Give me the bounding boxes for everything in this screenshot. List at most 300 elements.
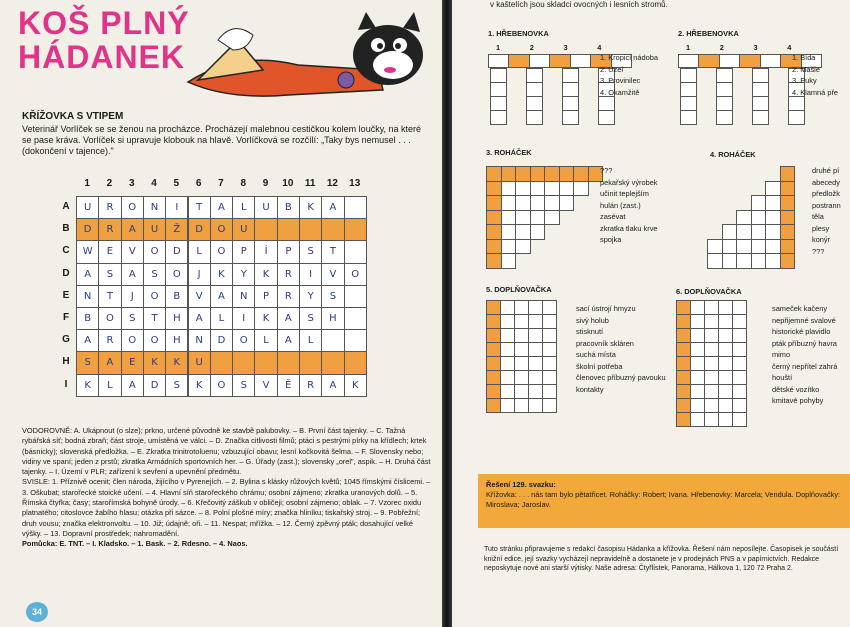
crossword-cell[interactable]: O (143, 285, 166, 308)
puzzle-cell[interactable] (718, 370, 733, 385)
puzzle-cell[interactable] (500, 384, 515, 399)
puzzle-cell[interactable] (678, 54, 699, 68)
puzzle-cell[interactable] (542, 300, 557, 315)
puzzle-cell[interactable] (490, 82, 507, 97)
puzzle-cell[interactable] (486, 239, 502, 255)
crossword-cell[interactable]: O (210, 240, 233, 263)
puzzle-cell[interactable] (529, 54, 550, 68)
puzzle-cell[interactable] (501, 253, 517, 269)
crossword-cell[interactable]: A (76, 329, 99, 352)
puzzle-cell[interactable] (676, 384, 691, 399)
puzzle-cell[interactable] (704, 342, 719, 357)
crossword-cell[interactable]: K (76, 374, 99, 397)
puzzle-cell[interactable] (732, 314, 747, 329)
puzzle-cell[interactable] (736, 210, 752, 226)
puzzle-cell[interactable] (690, 384, 705, 399)
puzzle-cell[interactable] (549, 54, 570, 68)
crossword-cell[interactable]: N (76, 285, 99, 308)
puzzle-cell[interactable] (486, 370, 501, 385)
crossword-cell[interactable]: J (188, 263, 211, 286)
crossword-cell[interactable] (321, 351, 344, 374)
puzzle-cell[interactable] (765, 210, 781, 226)
crossword-cell[interactable]: O (98, 307, 121, 330)
puzzle-cell[interactable] (716, 96, 733, 111)
puzzle-cell[interactable] (486, 356, 501, 371)
puzzle-cell[interactable] (676, 412, 691, 427)
puzzle-cell[interactable] (752, 110, 769, 125)
crossword-cell[interactable]: A (121, 263, 144, 286)
puzzle-cell[interactable] (690, 342, 705, 357)
puzzle-cell[interactable] (676, 370, 691, 385)
puzzle-cell[interactable] (501, 224, 517, 240)
crossword-cell[interactable]: S (98, 263, 121, 286)
crossword-cell[interactable]: H (165, 329, 188, 352)
crossword-cell[interactable]: K (165, 351, 188, 374)
puzzle-cell[interactable] (544, 166, 560, 182)
puzzle-cell[interactable] (486, 253, 502, 269)
puzzle-cell[interactable] (500, 370, 515, 385)
crossword-cell[interactable] (277, 218, 300, 241)
puzzle-cell[interactable] (515, 239, 531, 255)
puzzle-cell[interactable] (526, 68, 543, 83)
puzzle-cell[interactable] (515, 195, 531, 211)
puzzle-cell[interactable] (718, 300, 733, 315)
puzzle-cell[interactable] (562, 96, 579, 111)
puzzle-cell[interactable] (486, 384, 501, 399)
puzzle-cell[interactable] (542, 328, 557, 343)
puzzle-cell[interactable] (680, 96, 697, 111)
puzzle-cell[interactable] (500, 356, 515, 371)
crossword-cell[interactable]: A (76, 263, 99, 286)
puzzle-cell[interactable] (501, 210, 517, 226)
crossword-cell[interactable]: H (321, 307, 344, 330)
puzzle-cell[interactable] (780, 224, 796, 240)
crossword-cell[interactable]: O (210, 218, 233, 241)
crossword-cell[interactable]: N (188, 329, 211, 352)
crossword-cell[interactable]: E (98, 240, 121, 263)
puzzle-cell[interactable] (559, 195, 575, 211)
puzzle-cell[interactable] (732, 384, 747, 399)
puzzle-cell[interactable] (562, 68, 579, 83)
puzzle-cell[interactable] (718, 412, 733, 427)
puzzle-cell[interactable] (486, 314, 501, 329)
crossword-cell[interactable]: I (232, 307, 255, 330)
crossword-cell[interactable]: E (121, 351, 144, 374)
crossword-cell[interactable]: S (143, 263, 166, 286)
crossword-cell[interactable]: A (277, 329, 300, 352)
crossword-cell[interactable]: D (165, 240, 188, 263)
puzzle-cell[interactable] (486, 328, 501, 343)
puzzle-cell[interactable] (486, 300, 501, 315)
crossword-cell[interactable]: A (121, 374, 144, 397)
crossword-cell[interactable]: P (232, 240, 255, 263)
puzzle-cell[interactable] (542, 314, 557, 329)
puzzle-cell[interactable] (704, 398, 719, 413)
puzzle-cell[interactable] (530, 195, 546, 211)
crossword-cell[interactable]: K (254, 307, 277, 330)
crossword-cell[interactable]: D (210, 329, 233, 352)
crossword-cell[interactable]: L (232, 196, 255, 219)
puzzle-cell[interactable] (765, 181, 781, 197)
crossword-cell[interactable]: U (76, 196, 99, 219)
puzzle-cell[interactable] (542, 398, 557, 413)
puzzle-cell[interactable] (490, 68, 507, 83)
crossword-cell[interactable]: K (254, 263, 277, 286)
puzzle-cell[interactable] (514, 398, 529, 413)
crossword-cell[interactable] (344, 218, 367, 241)
puzzle-cell[interactable] (751, 195, 767, 211)
puzzle-cell[interactable] (751, 253, 767, 269)
puzzle-cell[interactable] (528, 342, 543, 357)
crossword-cell[interactable]: R (299, 374, 322, 397)
crossword-cell[interactable]: S (321, 285, 344, 308)
crossword-cell[interactable] (344, 196, 367, 219)
puzzle-cell[interactable] (500, 328, 515, 343)
puzzle-cell[interactable] (514, 342, 529, 357)
puzzle-cell[interactable] (680, 82, 697, 97)
puzzle-cell[interactable] (486, 210, 502, 226)
puzzle-cell[interactable] (573, 166, 589, 182)
crossword-cell[interactable]: K (299, 196, 322, 219)
crossword-cell[interactable] (344, 329, 367, 352)
puzzle-cell[interactable] (732, 328, 747, 343)
puzzle-cell[interactable] (722, 239, 738, 255)
crossword-cell[interactable]: K (344, 374, 367, 397)
crossword-cell[interactable]: L (188, 240, 211, 263)
puzzle-cell[interactable] (528, 384, 543, 399)
puzzle-cell[interactable] (542, 342, 557, 357)
crossword-cell[interactable]: A (121, 218, 144, 241)
puzzle-cell[interactable] (559, 166, 575, 182)
puzzle-cell[interactable] (500, 300, 515, 315)
crossword-cell[interactable]: P (277, 240, 300, 263)
crossword-cell[interactable] (344, 285, 367, 308)
puzzle-cell[interactable] (751, 224, 767, 240)
puzzle-cell[interactable] (514, 328, 529, 343)
puzzle-cell[interactable] (788, 96, 805, 111)
puzzle-cell[interactable] (514, 314, 529, 329)
crossword-cell[interactable]: S (232, 374, 255, 397)
puzzle-cell[interactable] (542, 384, 557, 399)
puzzle-cell[interactable] (486, 224, 502, 240)
crossword-cell[interactable]: S (76, 351, 99, 374)
puzzle-cell[interactable] (716, 68, 733, 83)
puzzle-cell[interactable] (486, 181, 502, 197)
puzzle-cell[interactable] (528, 398, 543, 413)
puzzle-cell[interactable] (514, 384, 529, 399)
crossword-cell[interactable]: B (165, 285, 188, 308)
puzzle-cell[interactable] (780, 253, 796, 269)
puzzle-cell[interactable] (528, 300, 543, 315)
crossword-cell[interactable]: U (232, 218, 255, 241)
puzzle-cell[interactable] (528, 328, 543, 343)
crossword-cell[interactable]: D (188, 218, 211, 241)
puzzle-cell[interactable] (559, 181, 575, 197)
crossword-cell[interactable]: U (188, 351, 211, 374)
crossword-cell[interactable]: A (321, 196, 344, 219)
puzzle-cell[interactable] (780, 181, 796, 197)
puzzle-cell[interactable] (501, 166, 517, 182)
puzzle-cell[interactable] (704, 356, 719, 371)
crossword-cell[interactable]: I (299, 263, 322, 286)
crossword-cell[interactable]: O (143, 329, 166, 352)
crossword-cell[interactable]: I (165, 196, 188, 219)
puzzle-cell[interactable] (530, 181, 546, 197)
puzzle-cell[interactable] (530, 166, 546, 182)
crossword-cell[interactable]: O (121, 329, 144, 352)
puzzle-cell[interactable] (732, 412, 747, 427)
puzzle-cell[interactable] (704, 384, 719, 399)
crossword-cell[interactable]: D (143, 374, 166, 397)
puzzle-cell[interactable] (562, 82, 579, 97)
puzzle-cell[interactable] (676, 314, 691, 329)
puzzle-cell[interactable] (486, 166, 502, 182)
crossword-cell[interactable]: V (254, 374, 277, 397)
puzzle-cell[interactable] (704, 314, 719, 329)
crossword-cell[interactable]: S (299, 307, 322, 330)
puzzle-cell[interactable] (598, 96, 615, 111)
crossword-cell[interactable]: S (165, 374, 188, 397)
puzzle-cell[interactable] (736, 253, 752, 269)
puzzle-cell[interactable] (732, 300, 747, 315)
crossword-cell[interactable]: D (76, 218, 99, 241)
puzzle-cell[interactable] (676, 398, 691, 413)
puzzle-cell[interactable] (716, 110, 733, 125)
puzzle-cell[interactable] (690, 300, 705, 315)
crossword-cell[interactable]: L (210, 307, 233, 330)
puzzle-cell[interactable] (752, 96, 769, 111)
puzzle-cell[interactable] (788, 110, 805, 125)
crossword-cell[interactable]: T (188, 196, 211, 219)
puzzle-cell[interactable] (765, 224, 781, 240)
puzzle-cell[interactable] (526, 96, 543, 111)
crossword-cell[interactable]: K (188, 374, 211, 397)
crossword-cell[interactable] (254, 351, 277, 374)
crossword-cell[interactable]: A (98, 351, 121, 374)
puzzle-cell[interactable] (680, 110, 697, 125)
puzzle-cell[interactable] (573, 181, 589, 197)
crossword-cell[interactable] (299, 351, 322, 374)
crossword-cell[interactable]: R (98, 218, 121, 241)
puzzle-cell[interactable] (736, 239, 752, 255)
crossword-cell[interactable]: L (254, 329, 277, 352)
puzzle-cell[interactable] (542, 370, 557, 385)
crossword-cell[interactable]: V (188, 285, 211, 308)
crossword-cell[interactable]: T (143, 307, 166, 330)
puzzle-cell[interactable] (570, 54, 591, 68)
puzzle-cell[interactable] (490, 96, 507, 111)
puzzle-cell[interactable] (707, 253, 723, 269)
puzzle-cell[interactable] (718, 398, 733, 413)
puzzle-cell[interactable] (732, 342, 747, 357)
puzzle-cell[interactable] (719, 54, 740, 68)
puzzle-cell[interactable] (752, 82, 769, 97)
puzzle-cell[interactable] (707, 239, 723, 255)
puzzle-cell[interactable] (515, 181, 531, 197)
crossword-cell[interactable]: O (232, 329, 255, 352)
puzzle-cell[interactable] (680, 68, 697, 83)
puzzle-cell[interactable] (780, 166, 796, 182)
puzzle-cell[interactable] (765, 239, 781, 255)
puzzle-cell[interactable] (500, 314, 515, 329)
puzzle-cell[interactable] (486, 342, 501, 357)
puzzle-cell[interactable] (698, 54, 719, 68)
puzzle-cell[interactable] (765, 195, 781, 211)
crossword-cell[interactable] (344, 351, 367, 374)
puzzle-cell[interactable] (676, 328, 691, 343)
puzzle-cell[interactable] (718, 342, 733, 357)
crossword-cell[interactable]: B (277, 196, 300, 219)
crossword-cell[interactable]: R (277, 263, 300, 286)
crossword-cell[interactable]: O (143, 240, 166, 263)
puzzle-cell[interactable] (676, 342, 691, 357)
puzzle-cell[interactable] (718, 314, 733, 329)
crossword-cell[interactable]: O (121, 196, 144, 219)
puzzle-cell[interactable] (515, 224, 531, 240)
puzzle-cell[interactable] (780, 239, 796, 255)
puzzle-cell[interactable] (544, 210, 560, 226)
puzzle-cell[interactable] (690, 356, 705, 371)
puzzle-cell[interactable] (514, 356, 529, 371)
puzzle-cell[interactable] (526, 110, 543, 125)
puzzle-cell[interactable] (732, 398, 747, 413)
puzzle-cell[interactable] (486, 398, 501, 413)
crossword-cell[interactable]: L (299, 329, 322, 352)
puzzle-cell[interactable] (515, 166, 531, 182)
crossword-cell[interactable]: T (98, 285, 121, 308)
puzzle-cell[interactable] (514, 370, 529, 385)
crossword-cell[interactable]: B (76, 307, 99, 330)
puzzle-cell[interactable] (486, 195, 502, 211)
puzzle-cell[interactable] (690, 398, 705, 413)
crossword-cell[interactable]: V (121, 240, 144, 263)
crossword-cell[interactable] (277, 351, 300, 374)
puzzle-cell[interactable] (722, 224, 738, 240)
puzzle-cell[interactable] (690, 314, 705, 329)
crossword-cell[interactable]: R (98, 196, 121, 219)
puzzle-cell[interactable] (528, 356, 543, 371)
puzzle-cell[interactable] (732, 370, 747, 385)
crossword-cell[interactable]: T (321, 240, 344, 263)
crossword-cell[interactable] (321, 329, 344, 352)
puzzle-cell[interactable] (515, 210, 531, 226)
crossword-cell[interactable]: A (188, 307, 211, 330)
puzzle-cell[interactable] (598, 110, 615, 125)
puzzle-cell[interactable] (530, 210, 546, 226)
crossword-cell[interactable] (321, 218, 344, 241)
crossword-cell[interactable]: R (98, 329, 121, 352)
crossword-cell[interactable]: Y (232, 263, 255, 286)
crossword-cell[interactable]: K (210, 263, 233, 286)
puzzle-cell[interactable] (760, 54, 781, 68)
puzzle-cell[interactable] (676, 356, 691, 371)
puzzle-cell[interactable] (526, 82, 543, 97)
puzzle-cell[interactable] (690, 412, 705, 427)
puzzle-cell[interactable] (676, 300, 691, 315)
puzzle-cell[interactable] (752, 68, 769, 83)
crossword-cell[interactable]: U (254, 196, 277, 219)
puzzle-cell[interactable] (718, 384, 733, 399)
puzzle-cell[interactable] (542, 356, 557, 371)
puzzle-cell[interactable] (488, 54, 509, 68)
puzzle-cell[interactable] (732, 356, 747, 371)
puzzle-cell[interactable] (501, 239, 517, 255)
puzzle-cell[interactable] (508, 54, 529, 68)
crossword-cell[interactable]: J (121, 285, 144, 308)
crossword-cell[interactable]: N (232, 285, 255, 308)
puzzle-cell[interactable] (514, 300, 529, 315)
crossword-cell[interactable] (344, 307, 367, 330)
crossword-cell[interactable]: A (210, 285, 233, 308)
puzzle-cell[interactable] (544, 195, 560, 211)
puzzle-cell[interactable] (704, 328, 719, 343)
puzzle-cell[interactable] (739, 54, 760, 68)
puzzle-cell[interactable] (751, 210, 767, 226)
crossword-cell[interactable] (254, 218, 277, 241)
puzzle-cell[interactable] (736, 224, 752, 240)
crossword-cell[interactable]: S (121, 307, 144, 330)
crossword-cell[interactable]: V (321, 263, 344, 286)
crossword-cell[interactable]: O (344, 263, 367, 286)
puzzle-cell[interactable] (490, 110, 507, 125)
puzzle-cell[interactable] (690, 370, 705, 385)
puzzle-cell[interactable] (718, 356, 733, 371)
puzzle-cell[interactable] (544, 181, 560, 197)
puzzle-cell[interactable] (780, 210, 796, 226)
puzzle-cell[interactable] (528, 314, 543, 329)
puzzle-cell[interactable] (501, 181, 517, 197)
puzzle-cell[interactable] (751, 239, 767, 255)
crossword-cell[interactable]: H (165, 307, 188, 330)
crossword-cell[interactable]: K (143, 351, 166, 374)
crossword-cell[interactable]: P (254, 285, 277, 308)
puzzle-cell[interactable] (718, 328, 733, 343)
puzzle-cell[interactable] (704, 370, 719, 385)
crossword-cell[interactable] (210, 351, 233, 374)
puzzle-cell[interactable] (690, 328, 705, 343)
puzzle-cell[interactable] (716, 82, 733, 97)
crossword-cell[interactable]: N (143, 196, 166, 219)
crossword-cell[interactable]: R (277, 285, 300, 308)
puzzle-cell[interactable] (765, 253, 781, 269)
puzzle-cell[interactable] (500, 398, 515, 413)
puzzle-cell[interactable] (562, 110, 579, 125)
crossword-cell[interactable]: Í (254, 240, 277, 263)
puzzle-cell[interactable] (530, 224, 546, 240)
crossword-cell[interactable]: A (210, 196, 233, 219)
crossword-cell[interactable]: O (210, 374, 233, 397)
crossword-cell[interactable]: A (321, 374, 344, 397)
crossword-cell[interactable]: Y (299, 285, 322, 308)
puzzle-cell[interactable] (704, 300, 719, 315)
crossword-cell[interactable]: W (76, 240, 99, 263)
crossword-cell[interactable] (344, 240, 367, 263)
crossword-cell[interactable]: S (299, 240, 322, 263)
puzzle-cell[interactable] (704, 412, 719, 427)
puzzle-cell[interactable] (722, 253, 738, 269)
puzzle-cell[interactable] (528, 370, 543, 385)
crossword-cell[interactable]: O (165, 263, 188, 286)
crossword-cell[interactable]: Ě (277, 374, 300, 397)
crossword-cell[interactable] (232, 351, 255, 374)
puzzle-cell[interactable] (500, 342, 515, 357)
crossword-cell[interactable] (299, 218, 322, 241)
crossword-cell[interactable]: Ž (165, 218, 188, 241)
puzzle-cell[interactable] (780, 195, 796, 211)
crossword-cell[interactable]: A (277, 307, 300, 330)
crossword-cell[interactable]: U (143, 218, 166, 241)
crossword-cell[interactable]: L (98, 374, 121, 397)
